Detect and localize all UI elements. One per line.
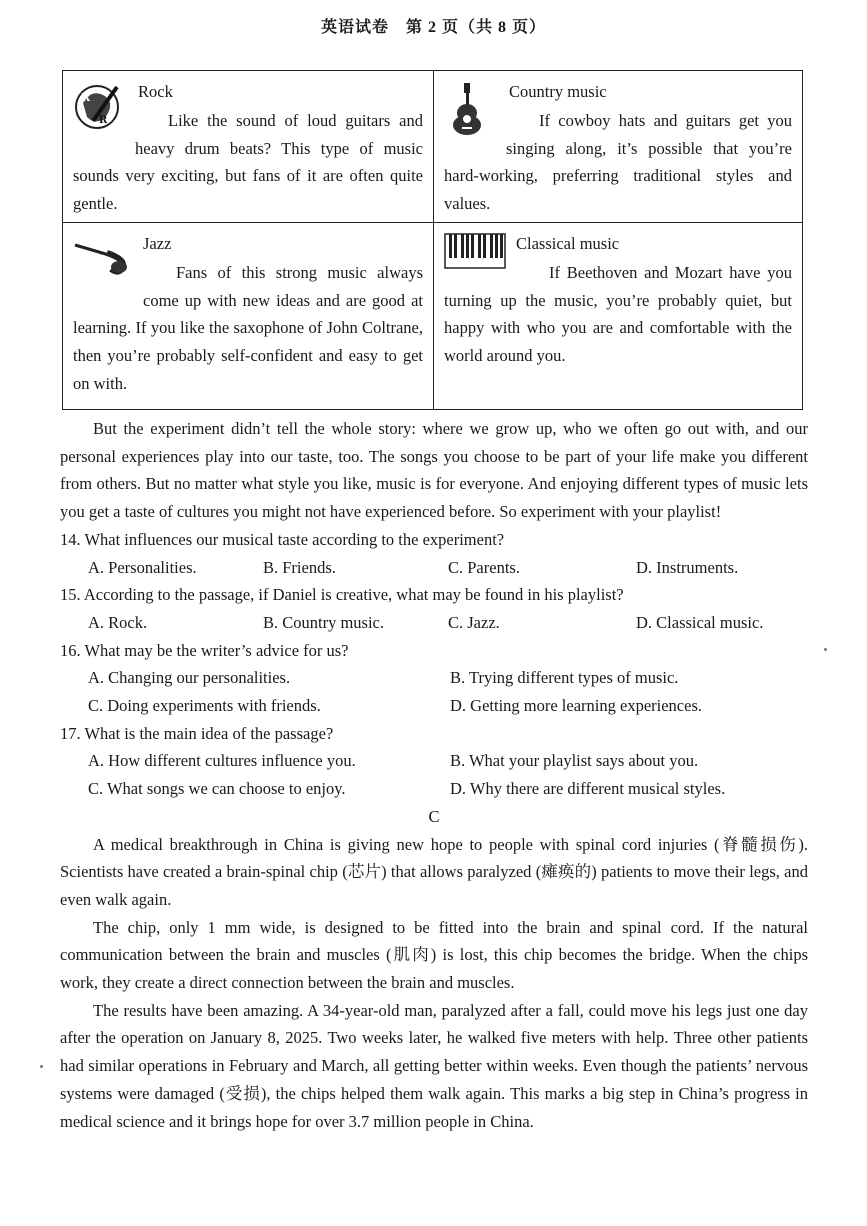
options-17	[60, 747, 808, 802]
option: A. How different cultures influence you.	[88, 751, 356, 771]
options-14	[60, 554, 808, 582]
options-15	[60, 609, 808, 637]
box-jazz	[63, 222, 433, 409]
option: D. Why there are different musical styles.	[450, 779, 726, 799]
option: B. What your playlist says about you.	[450, 751, 699, 771]
closing-paragraph: But the experiment didn’t tell the whole story: where we grow up, who we often go out with, and our personal experiences play into our taste, too. The songs you choose to be part of your life make you different from others. But no matter what style you like, music is for everyone. And enjoying different types of music lets you get a taste of cultures you might not have experienced before. So experiment with your playlist!	[60, 419, 808, 522]
option: C. What songs we can choose to enjoy.	[88, 779, 346, 799]
option: B. Friends.	[263, 557, 336, 577]
option: C. Jazz.	[448, 612, 500, 632]
option: B. Country music.	[263, 612, 385, 632]
section-label: C	[428, 806, 440, 826]
box-title: Jazz	[143, 234, 172, 253]
option: A. Changing our personalities.	[88, 668, 291, 688]
passage-c-paragraph: The chip, only 1 mm wide, is designed to be fitted into the brain and spinal cord. If the natural communication between the brain and muscles (肌肉) is lost, this chip becomes the bridge. When the chips work, they create a direct connection between the brain and muscles.	[60, 917, 808, 993]
svg-text:R: R	[81, 91, 91, 104]
scan-speck	[824, 648, 827, 651]
option: D. Classical music.	[636, 612, 764, 632]
option: C. Doing experiments with friends.	[88, 696, 321, 716]
svg-text:R: R	[99, 115, 108, 126]
option: D. Getting more learning experiences.	[450, 696, 702, 716]
box-country	[433, 71, 802, 222]
option: C. Parents.	[448, 557, 520, 577]
option: D. Instruments.	[636, 557, 739, 577]
box-title: Country music	[509, 82, 607, 101]
box-title: Classical music	[516, 234, 620, 253]
option: A. Personalities.	[88, 557, 197, 577]
box-text: If Beethoven and Mozart have you turning up the music, you’re probably quiet, but happy with who you are and comfortable with the world around you.	[444, 263, 792, 366]
box-title: Rock	[138, 82, 173, 101]
page-header: 英语试卷 第 2 页（共 8 页）	[320, 19, 546, 36]
box-classical	[433, 222, 802, 409]
acoustic-guitar-icon	[444, 81, 496, 144]
saxophone-icon	[73, 233, 133, 286]
question-14: 14. What influences our musical taste according to the experiment?	[60, 529, 505, 549]
box-rock	[63, 71, 433, 222]
rock-guitar-icon	[73, 81, 125, 144]
option: A. Rock.	[88, 612, 148, 632]
piano-keys-icon	[444, 233, 506, 278]
options-16	[60, 664, 808, 719]
question-17: 17. What is the main idea of the passage?	[60, 723, 334, 743]
music-style-table	[62, 70, 803, 410]
passage-c-paragraph: A medical breakthrough in China is giving new hope to people with spinal cord injuries (脊髓损伤). Scientists have created a brain-spinal chip (芯片) that allows paralyzed (瘫痪的) patients to move their legs, and even walk again.	[60, 834, 808, 909]
box-text: Fans of this strong music always come up with new ideas and are good at learning. If you like the saxophone of John Coltrane, then you’re probably self-confident and easy to get on with.	[73, 263, 423, 393]
scan-speck	[40, 1065, 43, 1068]
option: B. Trying different types of music.	[450, 668, 679, 688]
box-text: Like the sound of loud guitars and heavy drum beats? This type of music sounds very exciting, but fans of it are often quite gentle.	[73, 111, 423, 214]
passage-c-paragraph: The results have been amazing. A 34-year-old man, paralyzed after a fall, could move his legs just one day after the operation on January 8, 2025. Two weeks later, he walked five meters with help. Three other patients had similar operations in February and March, all getting better within weeks. Even though the patients’ nervous systems were damaged (受损), the chips helped them walk again. This marks a big step in China’s progress in medical science and it brings hope for over 3.7 million people in China.	[60, 1000, 808, 1131]
box-text: If cowboy hats and guitars get you singing along, it’s possible that you’re hard-working, preferring traditional styles and values.	[444, 111, 792, 214]
question-16: 16. What may be the writer’s advice for us?	[60, 640, 349, 660]
question-15: 15. According to the passage, if Daniel is creative, what may be found in his playlist?	[60, 585, 624, 605]
reading-body	[60, 415, 808, 1135]
